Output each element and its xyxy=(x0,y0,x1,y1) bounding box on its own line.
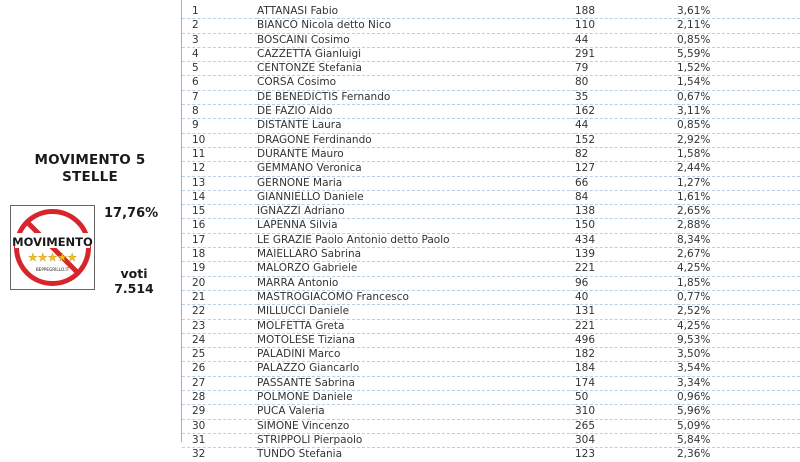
candidate-percentage: 2,52% xyxy=(677,305,711,318)
candidate-percentage: 4,25% xyxy=(677,262,711,275)
candidate-percentage: 2,36% xyxy=(677,448,711,461)
candidate-row xyxy=(182,147,800,161)
candidate-votes: 131 xyxy=(575,305,596,318)
candidate-row xyxy=(182,362,800,376)
candidate-row xyxy=(182,162,800,176)
candidate-votes: 150 xyxy=(575,219,596,232)
candidate-votes: 182 xyxy=(575,348,596,361)
candidate-name: STRIPPOLI Pierpaolo xyxy=(257,433,363,446)
candidate-number: 7 xyxy=(192,90,199,103)
candidate-percentage: 0,67% xyxy=(677,90,711,103)
candidate-votes: 82 xyxy=(575,147,589,160)
candidate-votes: 174 xyxy=(575,376,596,389)
candidate-name: MAIELLARO Sabrina xyxy=(257,248,362,261)
candidate-row xyxy=(182,176,800,190)
candidate-number: 6 xyxy=(192,76,199,89)
candidate-number: 12 xyxy=(192,162,206,175)
candidate-number: 8 xyxy=(192,105,199,118)
candidate-percentage: 2,92% xyxy=(677,133,711,146)
candidate-row xyxy=(182,5,800,19)
candidate-number: 29 xyxy=(192,405,206,418)
candidate-percentage: 0,96% xyxy=(677,391,711,404)
candidate-name: MILLUCCI Daniele xyxy=(257,305,350,318)
candidate-row xyxy=(182,333,800,347)
candidate-percentage: 9,53% xyxy=(677,333,711,346)
candidate-number: 1 xyxy=(192,5,199,17)
candidate-row xyxy=(182,448,800,462)
candidate-row xyxy=(182,205,800,219)
candidate-percentage: 1,54% xyxy=(677,76,711,89)
candidate-votes: 110 xyxy=(575,19,596,32)
candidate-votes: 44 xyxy=(575,33,589,46)
candidate-name: IGNAZZI Adriano xyxy=(257,205,345,218)
candidate-number: 24 xyxy=(192,333,206,346)
candidate-row xyxy=(182,348,800,362)
candidate-number: 3 xyxy=(192,33,199,46)
logo-website: BEPPEGRILLO.IT xyxy=(35,267,70,272)
candidate-percentage: 3,50% xyxy=(677,348,711,361)
candidate-name: LAPENNA Silvia xyxy=(257,219,338,232)
candidate-percentage: 4,25% xyxy=(677,319,711,332)
candidate-name: DURANTE Mauro xyxy=(257,147,344,160)
candidate-row xyxy=(182,33,800,47)
candidate-percentage: 1,58% xyxy=(677,147,711,160)
movimento-5-stelle-logo-icon xyxy=(11,206,94,289)
candidate-name: GIANNIELLO Daniele xyxy=(257,190,364,203)
candidate-votes: 96 xyxy=(575,276,589,289)
candidate-votes: 35 xyxy=(575,90,589,103)
candidate-number: 18 xyxy=(192,248,206,261)
candidate-votes: 265 xyxy=(575,419,596,432)
candidate-number: 15 xyxy=(192,205,206,218)
candidate-percentage: 1,85% xyxy=(677,276,711,289)
candidate-number: 23 xyxy=(192,319,206,332)
candidate-percentage: 5,96% xyxy=(677,405,711,418)
candidate-row xyxy=(182,305,800,319)
candidate-percentage: 2,11% xyxy=(677,19,711,32)
candidate-number: 2 xyxy=(192,19,199,32)
candidate-votes: 310 xyxy=(575,405,596,418)
candidate-name: DISTANTE Laura xyxy=(257,119,342,132)
candidate-number: 21 xyxy=(192,290,206,303)
candidate-name: DRAGONE Ferdinando xyxy=(257,133,372,146)
candidate-name: CENTONZE Stefania xyxy=(257,62,362,75)
candidate-name: MOTOLESE Tiziana xyxy=(257,333,356,346)
candidate-name: BIANCO Nicola detto Nico xyxy=(257,19,392,32)
candidate-name: PALAZZO Giancarlo xyxy=(257,362,360,375)
candidate-name: PUCA Valeria xyxy=(257,405,325,418)
candidate-row xyxy=(182,376,800,390)
candidate-number: 19 xyxy=(192,262,206,275)
candidate-number: 17 xyxy=(192,233,206,246)
candidate-votes: 221 xyxy=(575,262,596,275)
candidate-percentage: 2,65% xyxy=(677,205,711,218)
candidate-name: PALADINI Marco xyxy=(257,348,341,361)
candidate-name: CORSA Cosimo xyxy=(257,76,337,89)
candidate-percentage: 5,59% xyxy=(677,47,711,60)
votes-label: voti xyxy=(120,266,148,281)
candidate-votes: 44 xyxy=(575,119,589,132)
logo-stars: ★★★★★ xyxy=(27,251,78,264)
candidate-row xyxy=(182,248,800,262)
party-name-line2: STELLE xyxy=(62,169,118,185)
candidate-row xyxy=(182,391,800,405)
candidate-number: 28 xyxy=(192,391,206,404)
candidate-percentage: 0,77% xyxy=(677,290,711,303)
candidate-row xyxy=(182,190,800,204)
candidate-number: 27 xyxy=(192,376,206,389)
candidate-number: 22 xyxy=(192,305,206,318)
candidate-votes: 138 xyxy=(575,205,596,218)
candidate-row xyxy=(182,319,800,333)
candidate-row xyxy=(182,133,800,147)
candidate-name: ATTANASI Fabio xyxy=(257,5,339,17)
candidate-row xyxy=(182,276,800,290)
candidate-name: MASTROGIACOMO Francesco xyxy=(257,290,409,303)
candidate-name: BOSCAINI Cosimo xyxy=(257,33,350,46)
candidate-number: 26 xyxy=(192,362,206,375)
candidate-votes: 80 xyxy=(575,76,589,89)
candidate-percentage: 1,52% xyxy=(677,62,711,75)
candidate-votes: 434 xyxy=(575,233,596,246)
candidate-name: GEMMANO Veronica xyxy=(257,162,362,175)
candidate-name: MALORZO Gabriele xyxy=(257,262,358,275)
candidate-number: 20 xyxy=(192,276,206,289)
candidate-number: 5 xyxy=(192,62,199,75)
candidate-number: 13 xyxy=(192,176,206,189)
candidate-votes: 139 xyxy=(575,248,596,261)
candidate-percentage: 3,34% xyxy=(677,376,711,389)
candidate-row xyxy=(182,262,800,276)
candidate-row xyxy=(182,119,800,133)
candidate-row xyxy=(182,219,800,233)
candidate-row xyxy=(182,62,800,76)
candidate-votes: 123 xyxy=(575,448,596,461)
party-name xyxy=(6,152,174,186)
candidate-name: DE FAZIO Aldo xyxy=(257,105,333,118)
candidate-row xyxy=(182,90,800,104)
candidate-votes: 291 xyxy=(575,47,596,60)
candidate-votes: 40 xyxy=(575,290,589,303)
candidate-row xyxy=(182,19,800,33)
candidate-percentage: 5,09% xyxy=(677,419,711,432)
candidate-name: MOLFETTA Greta xyxy=(257,319,345,332)
candidate-number: 4 xyxy=(192,47,199,60)
candidate-votes: 79 xyxy=(575,62,589,75)
party-panel xyxy=(0,0,181,442)
candidate-number: 10 xyxy=(192,133,206,146)
party-name-line1: MOVIMENTO 5 xyxy=(34,152,146,168)
candidate-percentage: 1,61% xyxy=(677,190,711,203)
candidate-votes: 304 xyxy=(575,433,596,446)
candidate-votes: 50 xyxy=(575,391,589,404)
candidate-percentage: 5,84% xyxy=(677,433,711,446)
votes-total: 7.514 xyxy=(114,281,154,296)
candidate-votes: 188 xyxy=(575,5,596,17)
candidate-votes: 184 xyxy=(575,362,596,375)
party-logo xyxy=(10,205,95,290)
candidate-percentage: 3,61% xyxy=(677,5,711,17)
candidate-percentage: 2,44% xyxy=(677,162,711,175)
candidate-number: 30 xyxy=(192,419,206,432)
candidate-number: 16 xyxy=(192,219,206,232)
candidate-name: TUNDO Stefania xyxy=(257,448,343,461)
candidate-votes: 152 xyxy=(575,133,596,146)
candidate-name: SIMONE Vincenzo xyxy=(257,419,350,432)
party-percentage: 17,76% xyxy=(104,206,159,221)
candidate-row xyxy=(182,290,800,304)
candidate-name: GERNONE Maria xyxy=(257,176,343,189)
candidate-name: POLMONE Daniele xyxy=(257,391,353,404)
candidate-percentage: 3,54% xyxy=(677,362,711,375)
candidate-row xyxy=(182,76,800,90)
candidate-number: 25 xyxy=(192,348,206,361)
candidate-votes: 84 xyxy=(575,190,589,203)
candidate-votes: 127 xyxy=(575,162,596,175)
candidate-name: DE BENEDICTIS Fernando xyxy=(257,90,391,103)
candidate-name: CAZZETTA Gianluigi xyxy=(257,47,362,60)
candidate-row xyxy=(182,433,800,447)
candidate-percentage: 1,27% xyxy=(677,176,711,189)
candidate-percentage: 2,88% xyxy=(677,219,711,232)
candidate-number: 11 xyxy=(192,147,206,160)
candidate-percentage: 2,67% xyxy=(677,248,711,261)
candidates-table xyxy=(182,5,800,462)
candidate-percentage: 3,11% xyxy=(677,105,711,118)
candidate-number: 14 xyxy=(192,190,206,203)
candidate-votes: 66 xyxy=(575,176,589,189)
candidate-votes: 162 xyxy=(575,105,596,118)
candidate-name: PASSANTE Sabrina xyxy=(257,376,355,389)
candidate-name: MARRA Antonio xyxy=(257,276,339,289)
candidate-number: 31 xyxy=(192,433,206,446)
candidate-row xyxy=(182,405,800,419)
candidate-votes: 496 xyxy=(575,333,596,346)
candidate-number: 9 xyxy=(192,119,199,132)
candidate-percentage: 0,85% xyxy=(677,119,711,132)
candidate-percentage: 0,85% xyxy=(677,33,711,46)
candidate-row xyxy=(182,419,800,433)
candidate-row xyxy=(182,233,800,247)
candidate-percentage: 8,34% xyxy=(677,233,711,246)
logo-word: MOVIMENTO xyxy=(12,235,93,249)
candidate-name: LE GRAZIE Paolo Antonio detto Paolo xyxy=(257,233,450,246)
candidate-row xyxy=(182,105,800,119)
candidate-number: 32 xyxy=(192,448,206,461)
candidate-row xyxy=(182,47,800,61)
candidate-votes: 221 xyxy=(575,319,596,332)
